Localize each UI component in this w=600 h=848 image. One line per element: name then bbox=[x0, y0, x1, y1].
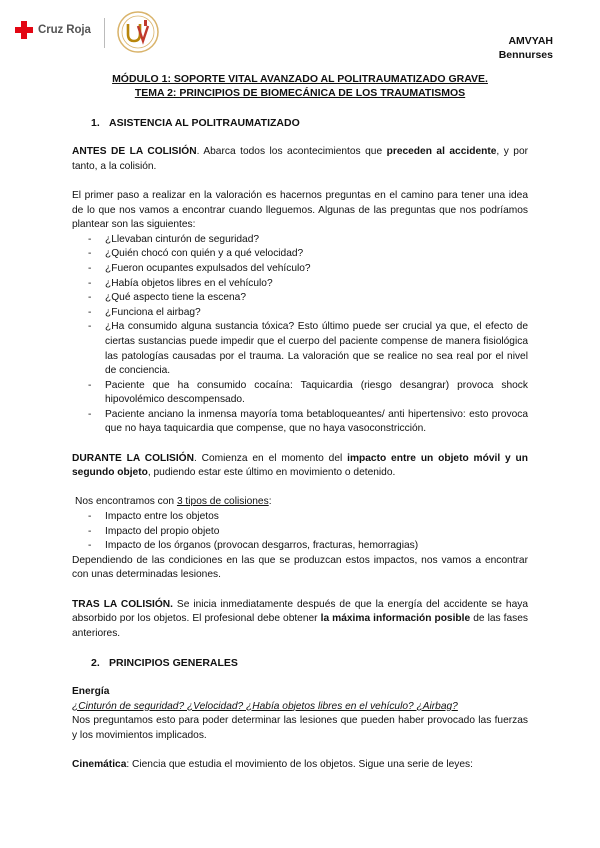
tipos-after-paragraph: Dependiendo de las condiciones en las que se produzcan estos impactos, nos vamos a encontrar con unas determinadas lesiones. bbox=[72, 554, 528, 581]
durante-label: DURANTE LA COLISIÓN bbox=[72, 452, 194, 464]
antes-paragraph bbox=[72, 145, 528, 174]
tipos-paragraph bbox=[72, 495, 528, 510]
tipos-text-a: Nos encontramos con bbox=[75, 496, 177, 508]
tras-text-b: de las fases anteriores. bbox=[72, 613, 528, 639]
list-item: - Paciente que ha consumido cocaína: Taquicardia (riesgo desangrar) provoca shock hipovolémico descompensado. bbox=[72, 379, 528, 408]
list-item: - ¿Funciona el airbag? bbox=[72, 306, 528, 321]
section-1-title: ASISTENCIA AL POLITRAUMATIZADO bbox=[109, 117, 300, 129]
durante-text-b: , pudiendo estar este último en movimiento o detenido. bbox=[147, 467, 396, 479]
antes-label: ANTES DE LA COLISIÓN bbox=[72, 146, 197, 158]
section-1-heading bbox=[72, 116, 528, 131]
document-titles bbox=[0, 72, 600, 100]
cinematica-paragraph bbox=[72, 758, 528, 773]
list-item: - ¿Llevaban cinturón de seguridad? bbox=[72, 233, 528, 248]
author-block bbox=[499, 35, 553, 62]
section-1-number: 1. bbox=[91, 117, 100, 129]
durante-bold: impacto entre un objeto móvil y un segundo objeto bbox=[72, 452, 528, 479]
durante-paragraph bbox=[72, 452, 528, 481]
questions-list bbox=[72, 233, 528, 437]
university-seal-icon bbox=[116, 10, 160, 54]
topic-title: TEMA 2: PRINCIPIOS DE BIOMECÁNICA DE LOS TRAUMATISMOS bbox=[134, 87, 466, 99]
tras-text-a: Se inicia inmediatamente después de que la energía del accidente se haya absorbido por los objetos. El profesional debe obtener bbox=[72, 598, 529, 625]
list-item: - Impacto del propio objeto bbox=[72, 525, 528, 540]
logo-divider bbox=[104, 18, 105, 48]
list-item: - ¿Había objetos libres en el vehículo? bbox=[72, 277, 528, 292]
list-item: - Paciente anciano la inmensa mayoría toma betabloqueantes/ anti hipertensivo: esto provoca que no haya taquicardia que compense, que no haya vasoconstricción. bbox=[72, 408, 528, 437]
author-name: AMVYAH bbox=[508, 35, 553, 47]
list-item: - Impacto entre los objetos bbox=[72, 510, 528, 525]
section-2-title: PRINCIPIOS GENERALES bbox=[109, 656, 238, 669]
list-item: - ¿Quién chocó con quién y a qué velocidad? bbox=[72, 247, 528, 262]
tras-label: TRAS LA COLISIÓN. bbox=[72, 598, 173, 610]
document-body bbox=[72, 116, 528, 773]
durante-text-a: . Comienza en el momento del bbox=[193, 452, 348, 464]
antes-text-b: , y por tanto, a la colisión. bbox=[72, 146, 529, 172]
collision-types-list bbox=[72, 510, 528, 554]
cinematica-label: Cinemática bbox=[72, 759, 127, 771]
tras-bold: la máxima información posible bbox=[320, 613, 471, 625]
tipos-underlined: 3 tipos de colisiones bbox=[176, 496, 269, 508]
antes-text-a: . Abarca todos los acontecimientos que bbox=[196, 146, 387, 158]
cinematica-text: : Ciencia que estudia el movimiento de los objetos. Sigue una serie de leyes: bbox=[126, 759, 473, 771]
cruz-roja-logo bbox=[14, 20, 91, 40]
list-item: - ¿Qué aspecto tiene la escena? bbox=[72, 291, 528, 306]
red-cross-icon bbox=[14, 20, 34, 40]
tipos-text-b: : bbox=[268, 496, 272, 508]
brand-name: Bennurses bbox=[498, 48, 553, 61]
cruz-roja-name: Cruz Roja bbox=[38, 24, 91, 36]
section-2-number: 2. bbox=[91, 656, 100, 669]
energia-text: Nos preguntamos esto para poder determinar las lesiones que pueden haber provocado las fuerzas y los movimientos implicados. bbox=[72, 715, 528, 741]
list-item: - Impacto de los órganos (provocan desgarros, fracturas, hemorragias) bbox=[72, 539, 528, 554]
list-item: - ¿Ha consumido alguna sustancia tóxica? Esto último puede ser crucial ya que, el efecto de ciertas sustancias puede impedir que el cuerpo del paciente compense de manera fisiológica las patologías causadas por el trauma. La valoración que se realice no sea real por el nivel de conciencia. bbox=[72, 320, 528, 378]
module-title: MÓDULO 1: SOPORTE VITAL AVANZADO AL POLITRAUMATIZADO GRAVE. bbox=[112, 73, 488, 85]
intro-paragraph: El primer paso a realizar en la valoración es hacernos preguntas en el camino para tener una idea de lo que nos vamos a encontrar cuando lleguemos. Algunas de las preguntas que nos podríamos plantear son las siguientes: bbox=[72, 189, 528, 231]
energia-title: Energía bbox=[72, 686, 110, 698]
list-item: - ¿Fueron ocupantes expulsados del vehículo? bbox=[72, 262, 528, 277]
antes-bold: preceden al accidente bbox=[386, 146, 497, 158]
section-2-heading bbox=[72, 656, 528, 671]
tras-paragraph bbox=[72, 598, 528, 642]
energia-questions: ¿Cinturón de seguridad? ¿Velocidad? ¿Había objetos libres en el vehículo? ¿Airbag? bbox=[72, 700, 458, 712]
